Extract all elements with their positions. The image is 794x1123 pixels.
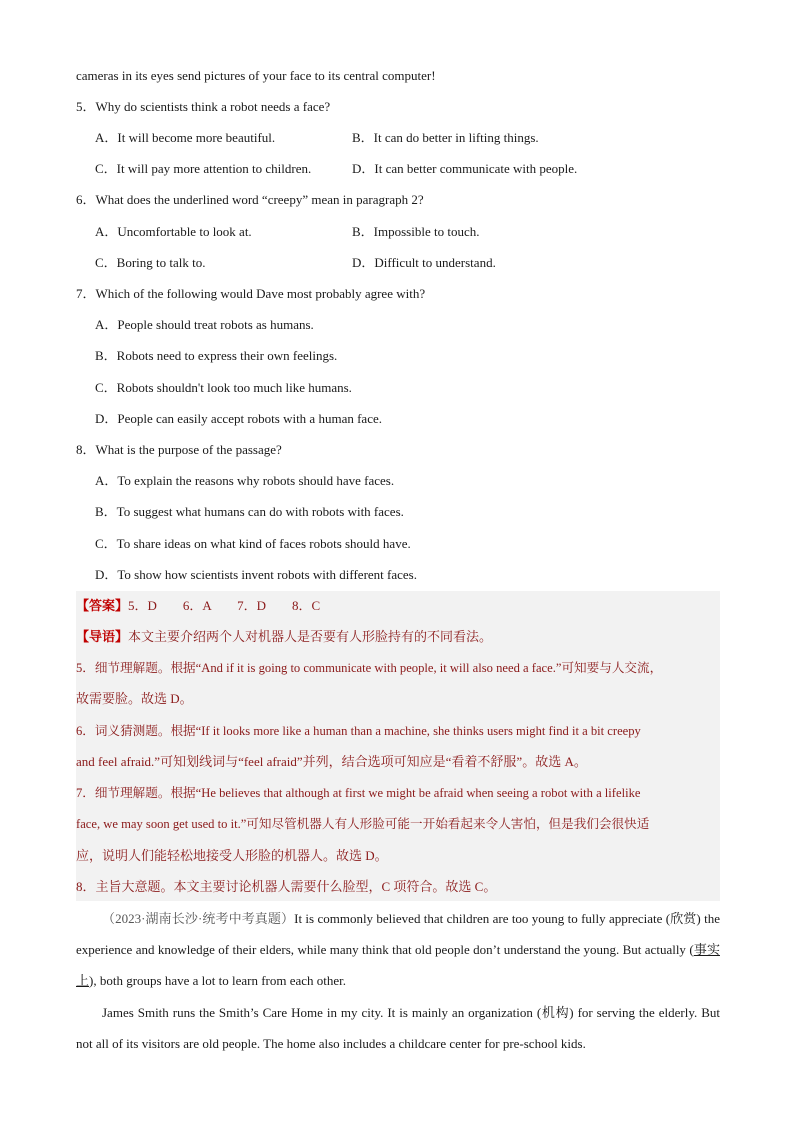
question-6-option-a: A．Uncomfortable to look at. [95, 224, 252, 239]
underlined-phrase: 事实上 [76, 942, 720, 988]
explanation-6-line-1: 6．词义猜测题。根据“If it looks more like a human than a machine, she thinks users might find it a bit creepy [76, 724, 641, 738]
question-6-option-d: D．Difficult to understand. [352, 255, 496, 270]
question-5-option-d: D．It can better communicate with people. [352, 161, 578, 176]
question-7-option-d: D．People can easily accept robots with a human face. [95, 411, 382, 426]
question-7-option-b: B．Robots need to express their own feelings. [95, 348, 338, 363]
question-5-option-a: A．It will become more beautiful. [95, 130, 276, 145]
question-7-stem: 7．Which of the following would Dave most probably agree with? [76, 286, 426, 301]
question-5-option-b: B．It can do better in lifting things. [352, 130, 539, 145]
question-5-option-c: C．It will pay more attention to children. [95, 161, 312, 176]
question-6-option-c: C．Boring to talk to. [95, 255, 206, 270]
explanation-6-line-2: and feel afraid.”可知划线词与“feel afraid”并列，结合选项可知应是“看着不舒服”。故选 A。 [76, 754, 587, 769]
question-8-option-a: A．To explain the reasons why robots should have faces. [95, 473, 395, 488]
answer-line [76, 598, 320, 614]
continuation-text: cameras in its eyes send pictures of your face to its central computer! [76, 68, 436, 83]
question-8-option-c: C．To share ideas on what kind of faces robots should have. [95, 536, 411, 551]
question-5-stem: 5．Why do scientists think a robot needs a face? [76, 99, 331, 114]
passage-source: （2023·湖南长沙·统考中考真题） [102, 911, 295, 926]
answer-text: 5．D 6．A 7．D 8．C [128, 598, 321, 613]
guide-label: 【导语】 [76, 629, 129, 644]
question-7-option-a: A．People should treat robots as humans. [95, 317, 314, 332]
answer-label: 【答案】 [76, 598, 129, 613]
question-6-stem: 6．What does the underlined word “creepy” mean in paragraph 2? [76, 192, 424, 207]
passage-paragraph-1: （2023·湖南长沙·统考中考真题）It is commonly believed that children are too young to fully appreciate (欣赏) the experience and knowledge of their elders, while many think that old people don’t understand the young. But actually (事实上), both groups have a lot to learn from each other. [76, 911, 720, 988]
question-8-option-b: B．To suggest what humans can do with robots with faces. [95, 504, 404, 519]
guide-line [76, 629, 492, 645]
explanation-5-line-2: 故需要脸。故选 D。 [76, 691, 193, 706]
question-6-option-b: B．Impossible to touch. [352, 224, 480, 239]
question-8-option-d: D．To show how scientists invent robots with different faces. [95, 567, 417, 582]
passage-paragraph-2: James Smith runs the Smith’s Care Home in my city. It is mainly an organization (机构) for serving the elderly. But not all of its visitors are old people. The home also includes a childcare center for pre-school kids. [76, 1005, 720, 1051]
question-7-option-c: C．Robots shouldn't look too much like humans. [95, 380, 352, 395]
explanation-8-line-1: 8．主旨大意题。本文主要讨论机器人需要什么脸型，C 项符合。故选 C。 [76, 879, 497, 894]
explanation-5-line-1: 5．细节理解题。根据“And if it is going to communicate with people, it will also need a face.”可知要与人交流， [76, 661, 663, 675]
question-8-stem: 8．What is the purpose of the passage? [76, 442, 282, 457]
guide-text: 本文主要介绍两个人对机器人是否要有人形脸持有的不同看法。 [128, 629, 493, 644]
explanation-7-line-2: face, we may soon get used to it.”可知尽管机器人有人形脸可能一开始看起来令人害怕，但是我们会很快适 [76, 817, 650, 831]
explanation-7-line-3: 应，说明人们能轻松地接受人形脸的机器人。故选 D。 [76, 848, 388, 863]
explanation-7-line-1: 7．细节理解题。根据“He believes that although at first we might be afraid when seeing a robot with a lifelike [76, 786, 641, 800]
